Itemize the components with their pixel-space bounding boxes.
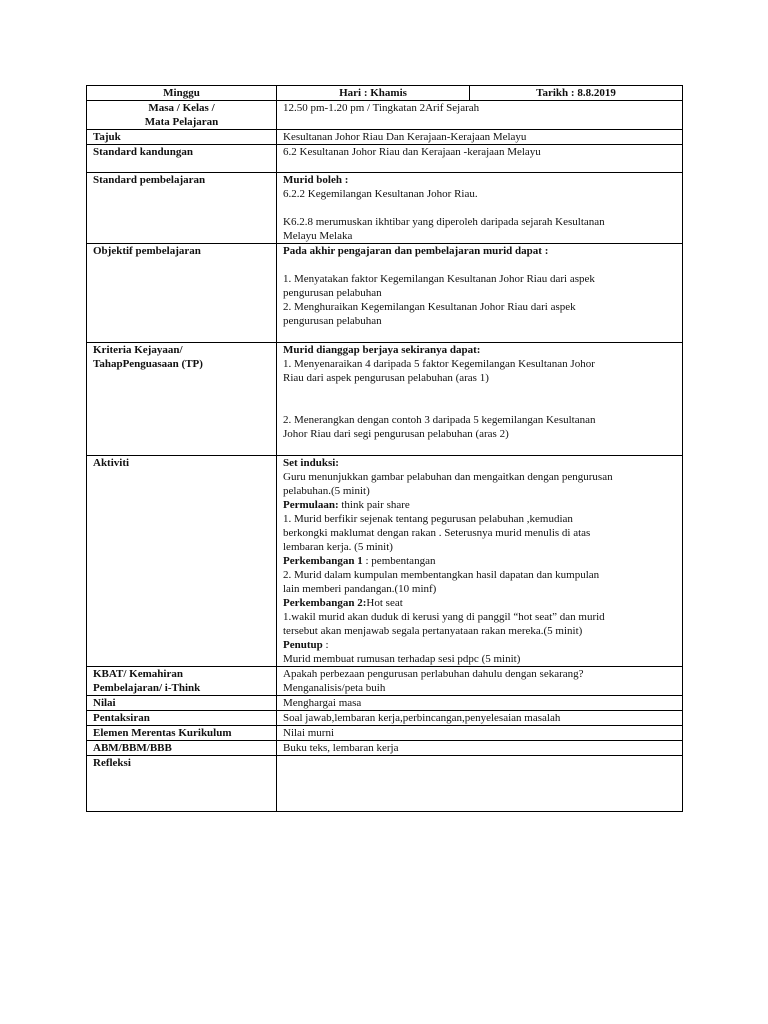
masa-value: 12.50 pm-1.20 pm / Tingkatan 2Arif Sejarah <box>277 101 683 130</box>
nilai-row <box>87 696 683 711</box>
elemen-label: Elemen Merentas Kurikulum <box>87 726 277 741</box>
refleksi-row <box>87 756 683 812</box>
nilai-value: Menghargai masa <box>277 696 683 711</box>
abm-row <box>87 741 683 756</box>
objektif-value: Pada akhir pengajaran dan pembelajaran murid dapat : 1. Menyatakan faktor Kegemilangan Kesultanan Johor Riau dari aspek pengurusan pelabuhan 2. Menghuraikan Kegemilangan Kesultanan Johor Riau dari aspek pengurusan pelabuhan <box>277 244 683 343</box>
standard-kandungan-label: Standard kandungan <box>87 145 277 173</box>
standard-pembelajaran-value: Murid boleh : 6.2.2 Kegemilangan Kesultanan Johor Riau. K6.2.8 merumuskan ikhtibar yang diperoleh daripada sejarah Kesultanan Melayu Melaka <box>277 173 683 244</box>
pentaksiran-row <box>87 711 683 726</box>
refleksi-value <box>277 756 683 812</box>
kriteria-label: Kriteria Kejayaan/ TahapPenguasaan (TP) <box>87 343 277 456</box>
objektif-label: Objektif pembelajaran <box>87 244 277 343</box>
refleksi-label: Refleksi <box>87 756 277 812</box>
standard-pembelajaran-label: Standard pembelajaran <box>87 173 277 244</box>
hari-cell: Hari : Khamis <box>277 86 470 101</box>
aktiviti-row <box>87 456 683 667</box>
kbat-value: Apakah perbezaan pengurusan perlabuhan dahulu dengan sekarang? Menganalisis/peta buih <box>277 667 683 696</box>
tajuk-row <box>87 130 683 145</box>
masa-label: Masa / Kelas / Mata Pelajaran <box>87 101 277 130</box>
kbat-row <box>87 667 683 696</box>
standard-kandungan-value: 6.2 Kesultanan Johor Riau dan Kerajaan -kerajaan Melayu <box>277 145 683 173</box>
kriteria-value: Murid dianggap berjaya sekiranya dapat: 1. Menyenaraikan 4 daripada 5 faktor Kegemilangan Kesultanan Johor Riau dari aspek pengurusan pelabuhan (aras 1) 2. Menerangkan dengan contoh 3 daripada 5 kegemilangan Kesultanan Johor Riau dari segi pengurusan pelabuhan (aras 2) <box>277 343 683 456</box>
objektif-row <box>87 244 683 343</box>
kriteria-row <box>87 343 683 456</box>
tajuk-label: Tajuk <box>87 130 277 145</box>
minggu-cell: Minggu <box>87 86 277 101</box>
abm-value: Buku teks, lembaran kerja <box>277 741 683 756</box>
tajuk-value: Kesultanan Johor Riau Dan Kerajaan-Kerajaan Melayu <box>277 130 683 145</box>
elemen-row <box>87 726 683 741</box>
abm-label: ABM/BBM/BBB <box>87 741 277 756</box>
tarikh-cell: Tarikh : 8.8.2019 <box>470 86 683 101</box>
lesson-plan-table <box>86 85 683 812</box>
pentaksiran-value: Soal jawab,lembaran kerja,perbincangan,penyelesaian masalah <box>277 711 683 726</box>
elemen-value: Nilai murni <box>277 726 683 741</box>
pentaksiran-label: Pentaksiran <box>87 711 277 726</box>
kbat-label: KBAT/ Kemahiran Pembelajaran/ i-Think <box>87 667 277 696</box>
aktiviti-label: Aktiviti <box>87 456 277 667</box>
standard-pembelajaran-row <box>87 173 683 244</box>
nilai-label: Nilai <box>87 696 277 711</box>
aktiviti-value: Set induksi: Guru menunjukkan gambar pelabuhan dan mengaitkan dengan pengurusan pelabuhan.(5 minit) Permulaan: think pair share 1. Murid berfikir sejenak tentang pegurusan pelabuhan ,kemudian berkongki maklumat dengan rakan . Seterusnya murid menulis di atas lembaran kerja. (5 minit) Perkembangan 1 : pembentangan 2. Murid dalam kumpulan membentangkan hasil dapatan dan kumpulan lain memberi pandangan.(10 minf) Perkembangan 2:Hot seat 1.wakil murid akan duduk di kerusi yang di panggil “hot seat” dan murid tersebut akan menjawab segala pertanyataan rakan mereka.(5 minit) Penutup : Murid membuat rumusan terhadap sesi pdpc (5 minit) <box>277 456 683 667</box>
standard-kandungan-row <box>87 145 683 173</box>
header-row <box>87 86 683 101</box>
masa-row <box>87 101 683 130</box>
